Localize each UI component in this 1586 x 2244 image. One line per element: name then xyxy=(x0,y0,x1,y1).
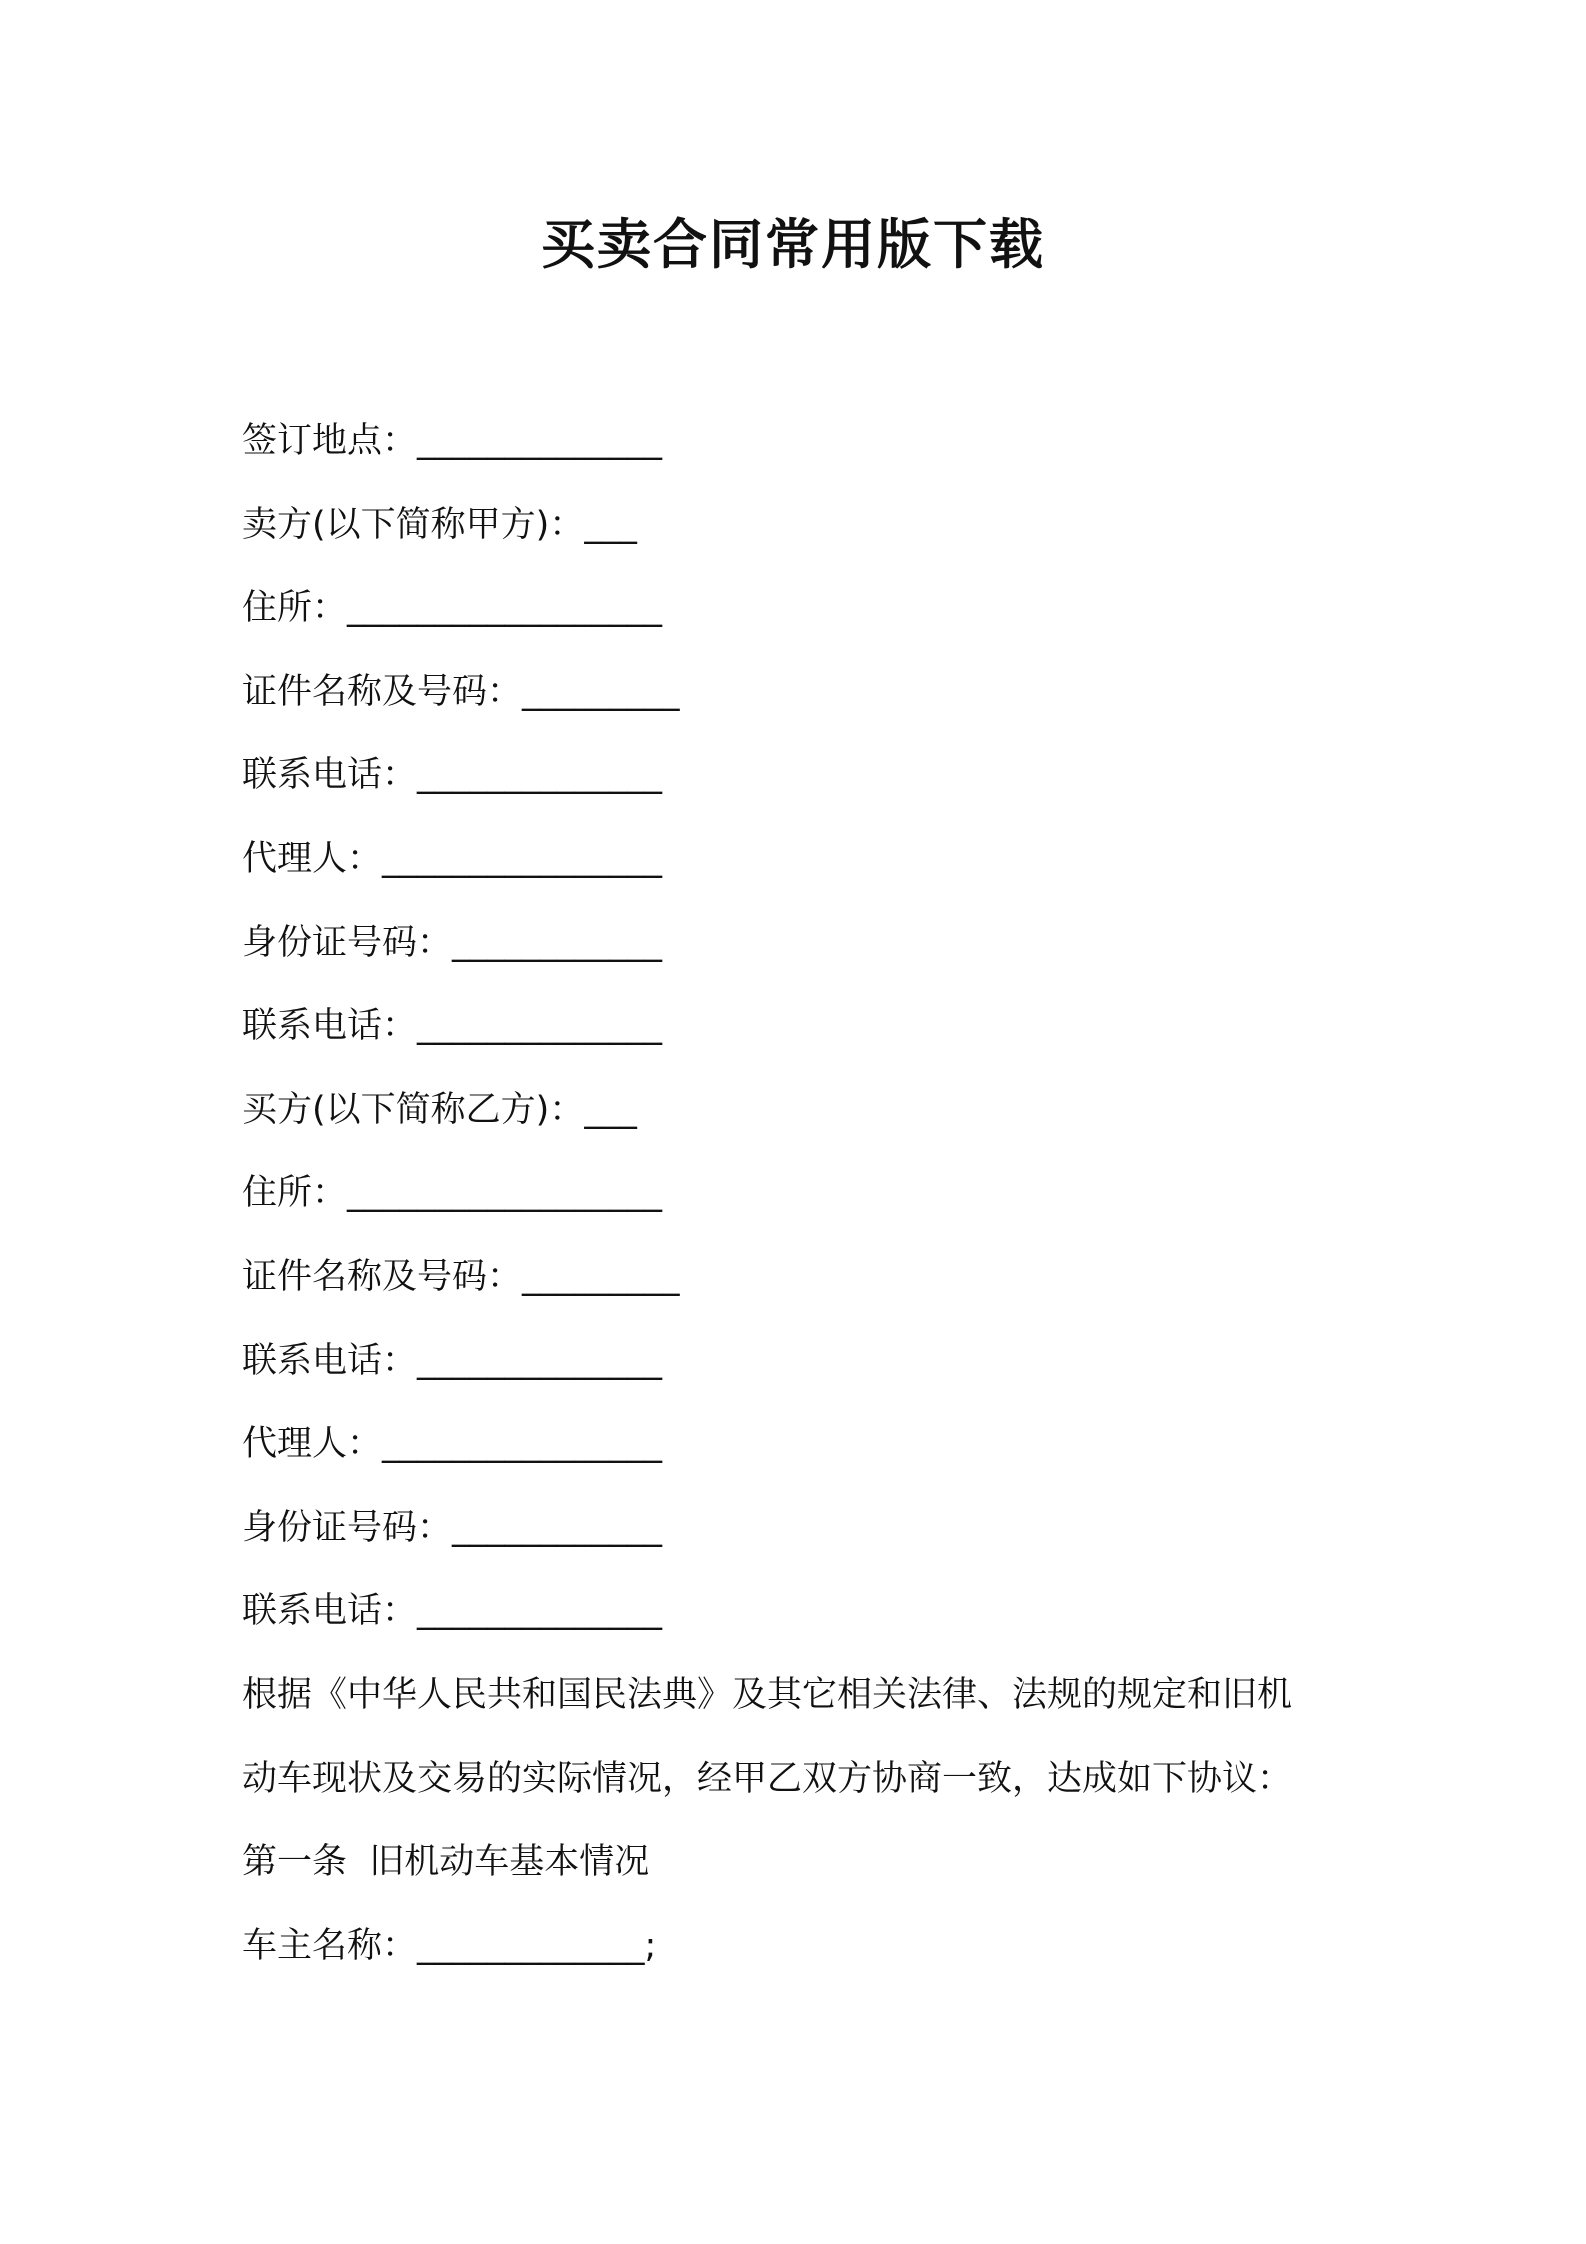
field-seller-agent xyxy=(242,818,1362,902)
field-label: 证件名称及号码： xyxy=(242,671,523,712)
field-buyer-id xyxy=(242,1236,1362,1320)
field-label: 身份证号码： xyxy=(242,1507,453,1548)
fill-blank: ______________ xyxy=(417,1591,663,1632)
fill-blank: ___ xyxy=(584,504,637,545)
field-signing-place xyxy=(242,400,1362,484)
field-seller-address xyxy=(242,567,1362,651)
fill-blank: __________________ xyxy=(347,1173,663,1214)
field-label: 代理人： xyxy=(242,838,383,879)
fill-blank: _________ xyxy=(522,671,680,712)
field-label: 车主名称： xyxy=(242,1925,418,1966)
document-body xyxy=(242,400,1362,1988)
field-seller-agent-id xyxy=(242,902,1362,986)
field-buyer-phone xyxy=(242,1320,1362,1404)
field-label: 买方(以下简称乙方)： xyxy=(242,1089,585,1130)
field-buyer-agent-id xyxy=(242,1487,1362,1571)
field-owner-name xyxy=(242,1905,1362,1989)
fill-blank: _________ xyxy=(522,1256,680,1297)
field-label: 住所： xyxy=(242,588,348,629)
paragraph-text: 动车现状及交易的实际情况，经甲乙双方协商一致，达成如下协议： xyxy=(242,1758,1293,1799)
section-heading: 第一条 旧机动车基本情况 xyxy=(242,1842,650,1883)
field-label: 证件名称及号码： xyxy=(242,1256,523,1297)
document-title: 买卖合同常用版下载 xyxy=(541,213,1045,276)
field-label: 联系电话： xyxy=(242,1006,418,1047)
fill-blank: ____________ xyxy=(452,1507,663,1548)
field-label: 代理人： xyxy=(242,1424,383,1465)
field-seller-agent-phone xyxy=(242,985,1362,1069)
field-label: 卖方(以下简称甲方)： xyxy=(242,504,585,545)
field-buyer-address xyxy=(242,1152,1362,1236)
field-label: 签订地点： xyxy=(242,421,418,461)
field-buyer-agent xyxy=(242,1403,1362,1487)
preamble-line-1 xyxy=(242,1654,1362,1738)
preamble-line-2 xyxy=(242,1738,1362,1822)
paragraph-text: 根据《中华人民共和国民法典》及其它相关法律、法规的规定和旧机 xyxy=(242,1674,1293,1715)
field-label: 联系电话： xyxy=(242,1591,418,1632)
fill-blank: ___ xyxy=(584,1089,637,1130)
field-label: 身份证号码： xyxy=(242,922,453,963)
fill-blank: ______________ xyxy=(417,1006,663,1047)
field-label: 住所： xyxy=(242,1173,348,1214)
field-seller-id xyxy=(242,651,1362,735)
field-label: 联系电话： xyxy=(242,1340,418,1381)
fill-blank: _____________; xyxy=(417,1925,657,1966)
fill-blank: ________________ xyxy=(382,838,663,879)
field-label: 联系电话： xyxy=(242,755,418,796)
fill-blank: ______________ xyxy=(417,1340,663,1381)
field-buyer-agent-phone xyxy=(242,1570,1362,1654)
fill-blank: ________________ xyxy=(382,1424,663,1465)
field-seller-phone xyxy=(242,734,1362,818)
field-buyer xyxy=(242,1069,1362,1153)
fill-blank: ______________ xyxy=(417,755,663,796)
field-seller xyxy=(242,484,1362,568)
fill-blank: ____________ xyxy=(452,922,663,963)
article-1-heading xyxy=(242,1821,1362,1905)
fill-blank: __________________ xyxy=(347,588,663,629)
fill-blank: ______________ xyxy=(417,421,663,461)
